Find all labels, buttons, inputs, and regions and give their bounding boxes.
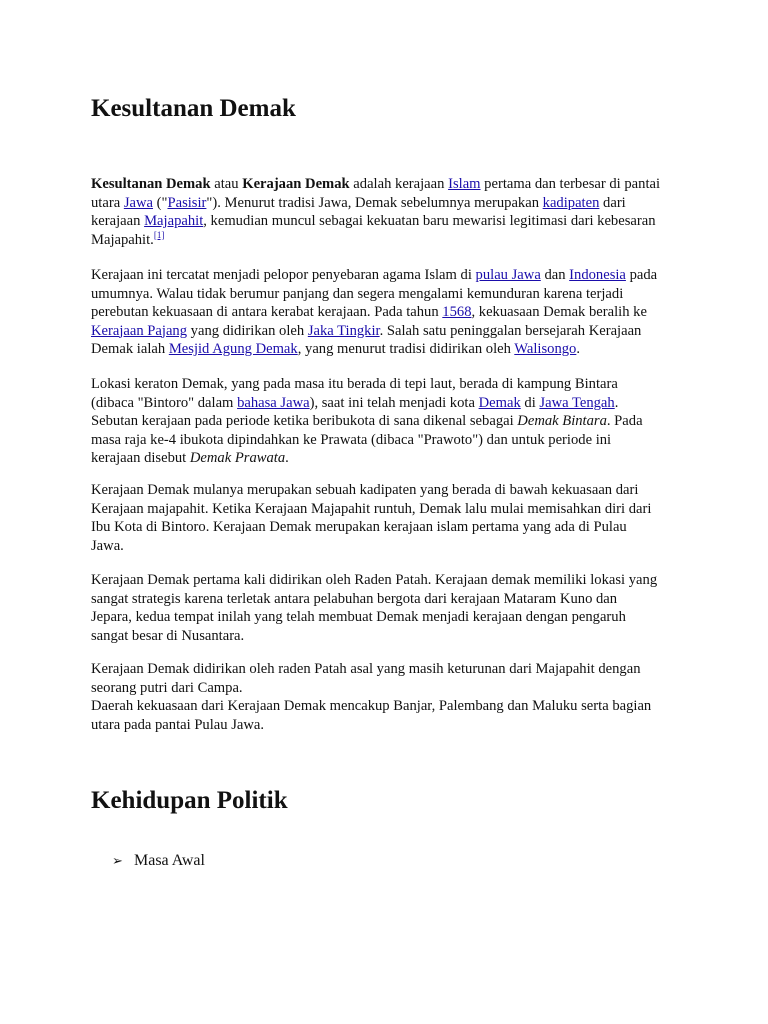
page-title: Kesultanan Demak [91, 95, 296, 122]
link-jaka-tingkir[interactable]: Jaka Tingkir [307, 322, 380, 339]
link-jawa-tengah[interactable]: Jawa Tengah [539, 394, 615, 411]
link-islam[interactable]: Islam [448, 176, 481, 192]
link-kerajaan-pajang[interactable]: Kerajaan Pajang [91, 322, 188, 339]
section-heading-kehidupan-politik: Kehidupan Politik [91, 787, 288, 814]
footnote-ref-1[interactable]: [1] [153, 229, 165, 240]
link-1568[interactable]: 1568 [442, 304, 472, 320]
link-majapahit[interactable]: Majapahit [144, 213, 204, 229]
link-indonesia[interactable]: Indonesia [569, 267, 626, 283]
link-jawa[interactable]: Jawa [123, 194, 154, 211]
paragraph-intro: Kesultanan Demak atau Kerajaan Demak adalah kerajaan Islam pertama dan terbesar di pantai utara Jawa ("Pasisir"). Menurut tradisi Jawa, Demak sebelumnya merupakan kadipaten dari kerajaan Majapahit, kemudian muncul sebagai kekuatan baru mewarisi legitimasi dari kebesaran Majapahit.[1] [91, 176, 661, 248]
arrow-bullet-icon: ➢ [112, 854, 123, 869]
paragraph-wilayah: Kerajaan Demak didirikan oleh raden Patah asal yang masih keturunan dari Majapahit dengan seorang putri dari Campa. Daerah kekuasaan dari Kerajaan Demak mencakup Banjar, Palembang dan Maluku serta bagian utara pada pantai Pulau Jawa. [91, 661, 652, 733]
paragraph-penyebaran: Kerajaan ini tercatat menjadi pelopor penyebaran agama Islam di pulau Jawa dan Indonesia pada umumnya. Walau tidak berumur panjang dan segera mengalami kemunduran karena terjadi perebutan kekuasaan di antara kerabat kerajaan. Pada tahun 1568, kekuasaan Demak beralih ke Kerajaan Pajang yang didirikan oleh Jaka Tingkir. Salah satu peninggalan bersejarah Kerajaan Demak ialah Mesjid Agung Demak, yang menurut tradisi didirikan oleh Walisongo. [91, 267, 658, 357]
link-mesjid-agung-demak[interactable]: Mesjid Agung Demak [168, 341, 298, 357]
paragraph-pendirian: Kerajaan Demak pertama kali didirikan oleh Raden Patah. Kerajaan demak memiliki lokasi yang sangat strategis karena terletak antara pelabuhan bergota dari kerajaan Mataram Kuno dan Jepara, kedua tempat inilah yang telah membuat Demak menjadi kerajaan dengan pengaruh sangat besar di Nusantara. [91, 572, 658, 644]
list-item [112, 851, 205, 872]
link-bahasa-jawa[interactable]: bahasa Jawa [237, 394, 310, 411]
link-pulau-jawa[interactable]: pulau Jawa [475, 267, 541, 283]
paragraph-kadipaten: Kerajaan Demak mulanya merupakan sebuah kadipaten yang berada di bawah kekuasaan dari Kerajaan majapahit. Ketika Kerajaan Majapahit runtuh, Demak lalu mulai memisahkan diri dari Ibu Kota di Bintoro. Kerajaan Demak merupakan kerajaan islam pertama yang ada di Pulau Jawa. [91, 482, 652, 554]
list-item-label: Masa Awal [134, 852, 205, 869]
link-kadipaten[interactable]: kadipaten [542, 194, 600, 211]
link-demak[interactable]: Demak [478, 394, 521, 411]
paragraph-lokasi: Lokasi keraton Demak, yang pada masa itu berada di tepi laut, berada di kampung Bintara (dibaca "Bintoro" dalam bahasa Jawa), saat ini telah menjadi kota Demak di Jawa Tengah. Sebutan kerajaan pada periode ketika beribukota di sana dikenal sebagai Demak Bintara. Pada masa raja ke-4 ibukota dipindahkan ke Prawata (dibaca "Prawoto") dan untuk periode ini kerajaan disebut Demak Prawata. [91, 376, 643, 466]
link-pasisir[interactable]: Pasisir [167, 194, 207, 211]
link-walisongo[interactable]: Walisongo [514, 341, 577, 357]
